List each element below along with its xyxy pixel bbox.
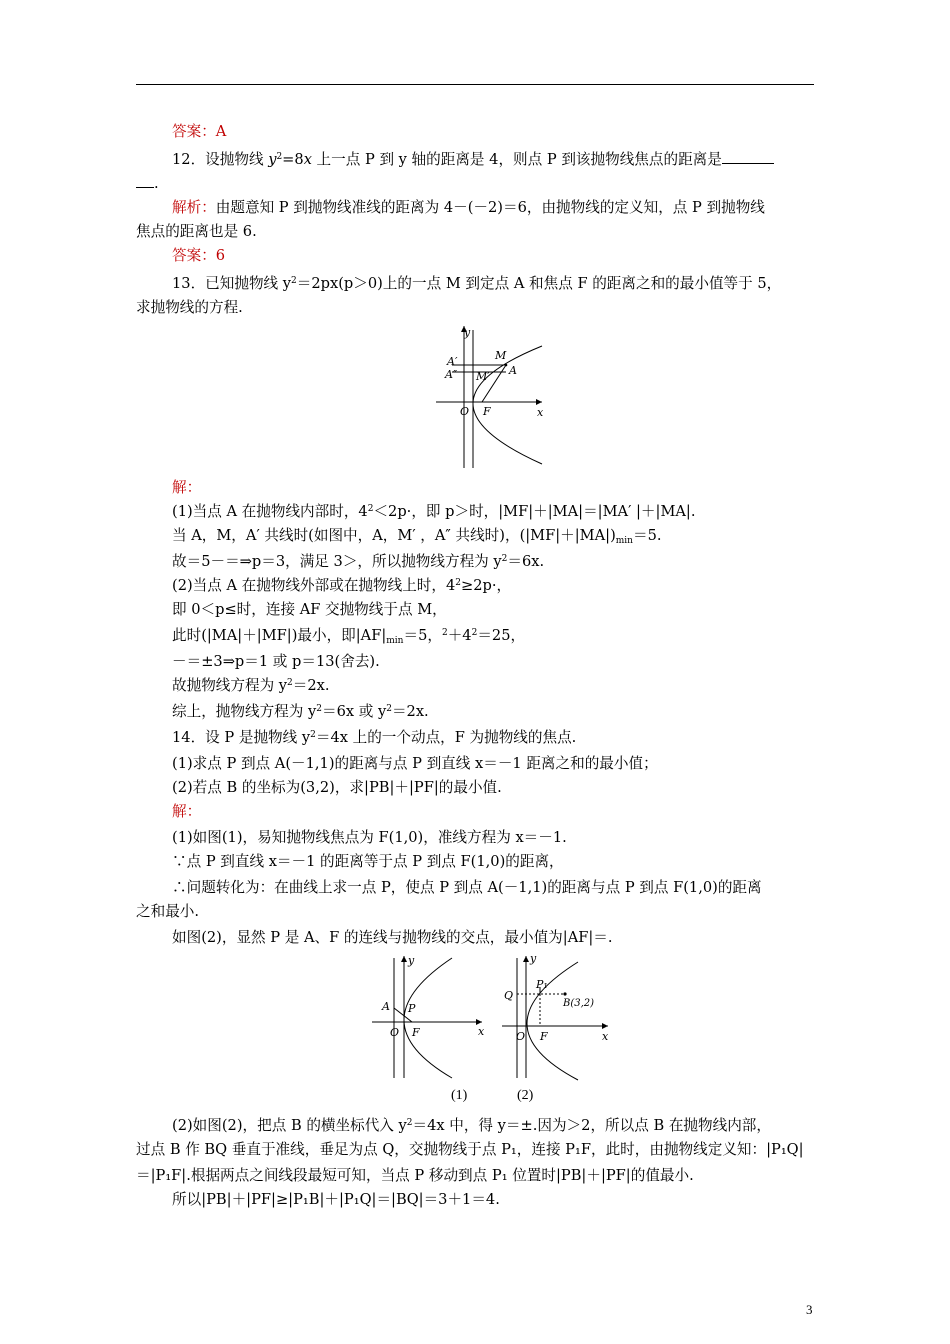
fig2-caption: (2) [517, 1088, 534, 1103]
q13-s5: 即 0＜p≤时，连接 AF 交抛物线于点 M， [172, 601, 447, 618]
q14-s6: (2)如图(2)，把点 B 的横坐标代入 $y^2=4x$ 中，得 y＝±.因为＞2，所以点 B 在抛物线内部， [172, 1117, 771, 1134]
q14-figure-1 [368, 952, 490, 1082]
q14-s3: ∴问题转化为：在曲线上求一点 P，使点 P 到点 A(－1,1)的距离与点 P 到点 F(1,0)的距离 [172, 879, 762, 896]
q13-s4: (2)当点 A 在抛物线外部或在抛物线上时，$4^2\ge 2p\cdot$， [172, 577, 512, 594]
page-number: 3 [806, 1302, 813, 1317]
q14-part2: (2)若点 B 的坐标为(3,2)，求|PB|＋|PF|的最小值. [172, 779, 502, 796]
fig1-label-o: O [390, 1026, 400, 1039]
fig2-label-y: y [530, 952, 537, 965]
fig-label-m-prime: M′ [476, 370, 490, 383]
q14-s7: 过点 B 作 BQ 垂直于准线，垂足为点 Q，交抛物线于点 P₁，连接 P₁F，此时，由抛物线定义知：|P₁Q| [136, 1141, 804, 1158]
fig-label-f: F [483, 405, 491, 418]
fig2-label-p1: P₁ [536, 978, 548, 991]
q13-stem: 13．已知抛物线 $y^2=2px(p>0)$上的一点 M 到定点 A 和焦点 F 的距离之和的最小值等于 5， [172, 275, 782, 292]
fig2-label-q: Q [504, 989, 514, 1002]
q13-figure [430, 320, 550, 472]
q12-analysis: 解析：由题意知 P 到抛物线准线的距离为 4－(－2)＝6，由抛物线的定义知，点 P 到抛物线 [172, 199, 765, 216]
q13-s3: 故＝5－＝⇒p＝3，满足 3＞，所以抛物线方程为 $y^2=6x$. [172, 553, 545, 570]
fig2-label-o: O [516, 1030, 526, 1043]
fig1-label-a: A [382, 1000, 390, 1013]
answer-blank [722, 151, 774, 164]
q14-s9: 所以|PB|＋|PF|≥|P₁B|＋|P₁Q|＝|BQ|＝3＋1＝4. [172, 1191, 500, 1208]
q13-s2: 当 A，M，A′ 共线时(如图中，A，M′ ，A″ 共线时)，$(|MF|+|MA|)_{min}=5$. [172, 527, 662, 546]
q12-analysis-cont: 焦点的距离也是 6. [136, 223, 257, 240]
fig-label-m: M [495, 349, 507, 362]
fig2-label-x: x [602, 1030, 609, 1043]
q13-s8: 故抛物线方程为 $y^2=2x$. [172, 677, 330, 694]
fig-label-a-double-prime: A″ [445, 368, 458, 381]
q12-stem-end: . [136, 174, 159, 194]
fig1-label-p: P [408, 1002, 416, 1015]
q11-answer: 答案：A [172, 123, 227, 140]
fig-label-a-prime: A′ [447, 355, 458, 368]
fig2-label-b: B(3,2) [563, 998, 595, 1009]
q13-stem-cont: 求抛物线的方程. [136, 299, 243, 316]
q14-figure-2 [498, 952, 614, 1082]
q12-answer: 答案：6 [172, 247, 226, 264]
q14-part1: (1)求点 P 到点 A(－1,1)的距离与点 P 到直线 x＝－1 距离之和的最小值； [172, 755, 658, 772]
fig1-label-x: x [478, 1025, 485, 1038]
fig-label-y: y [464, 326, 471, 339]
fig-label-o: O [460, 405, 470, 418]
q14-s8: ＝|P₁F|.根据两点之间线段最短可知，当点 P 移动到点 P₁ 位置时|PB|＋|PF|的值最小. [136, 1167, 694, 1184]
header-rule [136, 84, 814, 85]
q14-s5: 如图(2)，显然 P 是 A、F 的连线与抛物线的交点，最小值为|AF|＝. [172, 929, 613, 946]
q13-s1: (1)当点 A 在抛物线内部时，$4^2<2p\cdot$，即 p＞时，|MF|＋|MA|＝|MA′ |＋|MA|. [172, 503, 696, 520]
fig1-label-f: F [412, 1026, 420, 1039]
q13-s6: 此时(|MA|＋|MF|)最小，即$|AF|_{min}=5$，$^2+4^2=25$， [172, 627, 526, 646]
analysis-label: 解析： [172, 199, 216, 216]
answer-blank-cont [136, 175, 154, 188]
fig1-caption: (1) [451, 1088, 468, 1103]
q13-s9: 综上，抛物线方程为 $y^2=6x$ 或 $y^2=2x$. [172, 703, 429, 720]
fig-label-x: x [537, 406, 544, 419]
fig1-label-y: y [408, 954, 415, 967]
q12-stem: 12．设抛物线 $y^2=8x$ 上一点 P 到 y 轴的距离是 4，则点 P 到该抛物线焦点的距离是 [172, 150, 774, 170]
q14-stem: 14．设 P 是抛物线 $y^2=4x$ 上的一个动点，F 为抛物线的焦点. [172, 729, 577, 746]
q14-s2: ∵点 P 到直线 x＝－1 的距离等于点 P 到点 F(1,0)的距离， [172, 853, 564, 870]
q13-solution-label: 解： [172, 479, 202, 496]
fig2-label-f: F [540, 1030, 548, 1043]
fig-label-a: A [509, 364, 517, 377]
q14-solution-label: 解： [172, 803, 202, 820]
q13-s7: －＝±3⇒p＝1 或 p＝13(舍去). [172, 653, 380, 670]
q14-s1: (1)如图(1)，易知抛物线焦点为 F(1,0)，准线方程为 x＝－1. [172, 829, 567, 846]
q14-s4: 之和最小. [136, 903, 200, 920]
